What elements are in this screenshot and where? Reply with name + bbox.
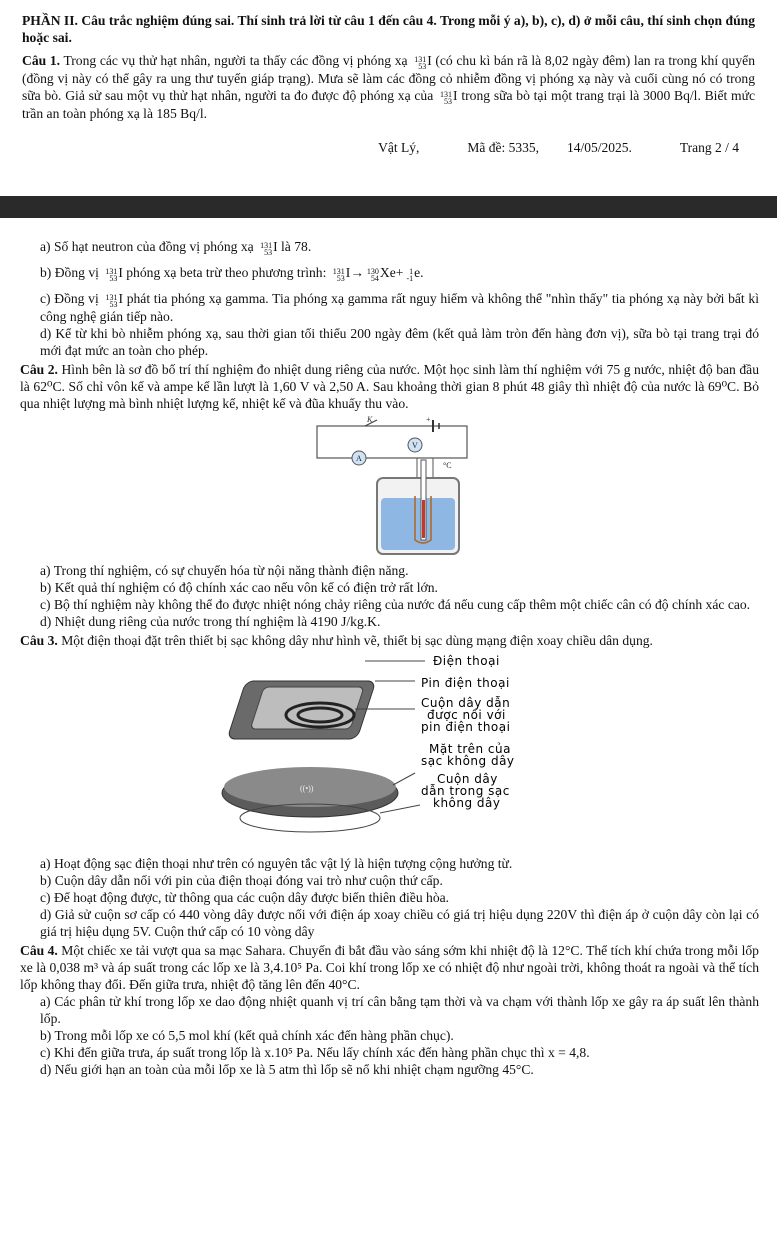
question-1-option-b: b) Đồng vị 131 53 I phóng xạ beta trừ theo phương trình: 131 53 I→ 130 54 Xe+ 1 -1 e. (40, 265, 424, 283)
svg-text:pin điện thoại: pin điện thoại (421, 720, 511, 734)
question-4-option-a: a) Các phân tử khí trong lốp xe dao động nhiệt quanh vị trí cân bằng tạm thời và va chạm với thành lốp xe gây ra áp suất lên thành lốp. (40, 994, 759, 1026)
question-2-option-d: d) Nhiệt dung riêng của nước trong thí nghiệm là 4190 J/kg.K. (40, 614, 381, 629)
question-3-stem: Câu 3. Một điện thoại đặt trên thiết bị sạc không dây như hình vẽ, thiết bị sạc dùng mạng điện xoay chiều dân dụng. (20, 633, 653, 648)
svg-text:dẫn trong sạc: dẫn trong sạc (421, 784, 510, 798)
label-phone-battery: Pin điện thoại (421, 676, 510, 690)
switch-label: K (367, 416, 373, 424)
isotope-i131: 131 53 (440, 90, 453, 106)
footer-page: Trang 2 / 4 (679, 140, 739, 155)
label-charger-coil: Cuộn dây (437, 772, 498, 786)
question-2-stem: Câu 2. Hình bên là sơ đồ bố trí thí nghiệm đo nhiệt dung riêng của nước. Một học sinh làm thí nghiệm với 75 g nước, nhiệt độ ban đầu là 62⁰C. Số chỉ vôn kế và ampe kế lần lượt là 1,60 V và 2,50 A. Sau khoảng thời gian 8 phút 48 giây thì nhiệt độ của nước là 69⁰C. Bỏ qua nhiệt lượng mà bình nhiệt lượng kế, nhiệt kế và đũa khuấy thu vào. (20, 362, 759, 411)
svg-text:sạc không dây: sạc không dây (421, 754, 515, 768)
svg-text:được nối với: được nối với (427, 708, 506, 722)
footer-code: Mã đề: 5335, (467, 140, 539, 155)
question-1-option-c: c) Đồng vị 131 53 I phát tia phóng xạ gamma. Tia phóng xạ gamma rất nguy hiểm và không thể "nhìn thấy" tia phóng xạ này bởi bất kì công nghệ gián tiếp nào. (40, 291, 759, 324)
question-1-stem: Câu 1. Trong các vụ thử hạt nhân, người ta thấy các đồng vị phóng xạ 131 53 I (có chu kì bán rã là 8,02 ngày đêm) lan ra trong khí quyển (đồng vị này có thể gây ra ung thư tuyến giáp trạng). Mưa sẽ làm các đồng cỏ nhiễm đồng vị phóng xạ này và cuối cùng nó có trong sữa bò. Giả sử sau một vụ thử hạt nhân, người ta đo được độ phóng xạ của 131 53 I trong sữa bò tại một trang trại là 3000 Bq/l. Biết mức trần an toàn phóng xạ là 185 Bq/l. (22, 53, 756, 121)
svg-text:((•)): ((•)) (300, 784, 314, 793)
question-4-option-c: c) Khi đến giữa trưa, áp suất trong lốp là x.10⁵ Pa. Nếu lấy chính xác đến hàng phần chục thì x = 4,8. (40, 1045, 590, 1060)
page-footer (22, 140, 755, 156)
wireless-charger-diagram (215, 653, 575, 849)
question-4-option-b: b) Trong mỗi lốp xe có 5,5 mol khí (kết quả chính xác đến hàng phần chục). (40, 1028, 454, 1043)
question-2-option-c: c) Bộ thí nghiệm này không thể đo được nhiệt nóng chảy riêng của nước đá nếu cung cấp thêm một chiếc cân có độ chính xác cao. (40, 597, 751, 612)
page-divider (0, 196, 777, 218)
question-3-option-a: a) Hoạt động sạc điện thoại như trên có nguyên tắc vật lý là hiện tượng cộng hưởng từ. (40, 856, 513, 871)
svg-text:°C: °C (443, 461, 452, 470)
question-3-option-d: d) Giả sử cuộn sơ cấp có 440 vòng dây được nối với điện áp xoay chiều có giá trị hiệu dụng 220V thì điện áp ở cuộn dây còn lại có giá trị hiệu dụng 5V. Cuộn thứ cấp có 10 vòng dây (40, 907, 759, 939)
page-2 (0, 218, 777, 1242)
question-1-option-a: a) Số hạt neutron của đồng vị phóng xạ 131 53 I là 78. (40, 239, 312, 257)
footer-date: 14/05/2025. (566, 140, 632, 155)
question-2-option-b: b) Kết quả thí nghiệm có độ chính xác cao nếu vôn kế có điện trở rất lớn. (40, 580, 438, 595)
question-1-option-d: d) Kể từ khi bò nhiễm phóng xạ, sau thời gian tối thiểu 200 ngày đêm (kết quả làm tròn đến hàng đơn vị), sữa bò tại trang trại đó mới đạt mức an toàn cho phép. (40, 326, 759, 358)
label-phone-coil: Cuộn dây dẫn (421, 696, 511, 710)
question-3-option-b: b) Cuộn dây dẫn nối với pin của điện thoại đóng vai trò như cuộn thứ cấp. (40, 873, 443, 888)
question-1-label: Câu 1. (22, 53, 61, 68)
question-2-option-a: a) Trong thí nghiệm, có sự chuyển hóa từ nội năng thành điện năng. (40, 563, 409, 578)
isotope-i131: 131 53 (414, 55, 427, 71)
footer-subject: Vật Lý, (378, 140, 420, 155)
page-1-fragment (0, 0, 777, 196)
calorimeter-diagram (315, 416, 475, 556)
question-4-stem: Câu 4. Một chiếc xe tải vượt qua sa mạc Sahara. Chuyến đi bắt đầu vào sáng sớm khi nhiệt độ là 12°C. Thể tích khí chứa trong mỗi lốp xe là 0,038 m³ và áp suất trong các lốp xe là 3,4.10⁵ Pa. Coi khí trong lốp xe có nhiệt độ như ngoài trời, không thoát ra ngoài và thể tích lốp không thay đổi. Đến giữa trưa, nhiệt độ tăng lên đến 40°C. (20, 943, 759, 992)
question-4-option-d: d) Nếu giới hạn an toàn của mỗi lốp xe là 5 atm thì lốp sẽ nổ khi nhiệt chạm ngưỡng 45°C. (40, 1062, 534, 1077)
label-charger-top: Mặt trên của (429, 742, 511, 756)
thermometer-liquid (422, 500, 425, 538)
question-3-option-c: c) Để hoạt động được, từ thông qua các cuộn dây được biến thiên điều hòa. (40, 890, 450, 905)
svg-text:+: + (426, 416, 431, 424)
calorimeter-figure (315, 416, 475, 556)
svg-text:A: A (356, 454, 362, 463)
label-phone: Điện thoại (433, 654, 500, 668)
wireless-charger-figure (215, 653, 575, 849)
svg-text:không dây: không dây (433, 796, 501, 810)
svg-text:V: V (412, 441, 418, 450)
part-header: PHẦN II. Câu trắc nghiệm đúng sai. Thí sinh trả lời từ câu 1 đến câu 4. Trong mỗi ý a), b), c), d) ở mỗi câu, thí sinh chọn đúng hoặc sai. (22, 13, 755, 45)
